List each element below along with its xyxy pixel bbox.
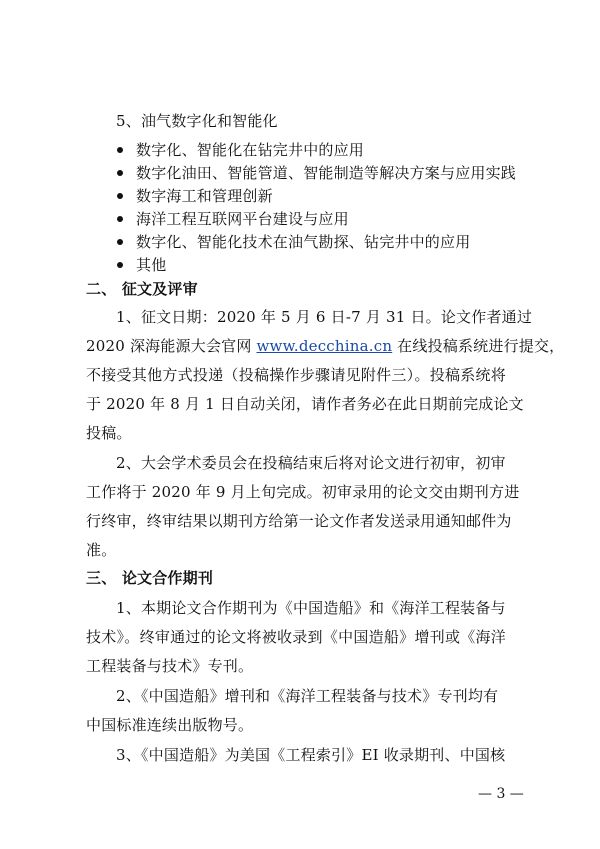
page-number: — 3 — — [478, 786, 524, 802]
website-link[interactable]: www.decchina.cn — [256, 337, 393, 355]
section2-p1-line5: 投稿。 — [86, 424, 132, 442]
section5-title: 5、油气数字化和智能化 — [116, 112, 278, 130]
bullet-dot-icon — [117, 262, 123, 268]
bullet-dot-icon — [117, 216, 123, 222]
section2-p1-line4: 于 2020 年 8 月 1 日自动关闭，请作者务必在此日期前完成论文 — [86, 395, 524, 413]
bullet-text: 数字海工和管理创新 — [136, 187, 273, 205]
section2-p1-line2 — [86, 336, 564, 356]
bullet-item — [117, 255, 166, 275]
bullet-text: 数字化油田、智能管道、智能制造等解决方案与应用实践 — [136, 164, 517, 182]
section2-p1-line1: 1、征文日期：2020 年 5 月 6 日-7 月 31 日。论文作者通过 — [116, 308, 533, 326]
section2-p2-line3: 行终审，终审结果以期刊方给第一论文作者发送录用通知邮件为 — [86, 512, 512, 530]
bullet-text: 数字化、智能化技术在油气勘探、钻完井中的应用 — [136, 233, 471, 251]
bullet-text: 其他 — [136, 256, 167, 274]
bullet-item — [117, 186, 273, 206]
bullet-item — [117, 232, 470, 252]
section3-p1-line1: 1、本期论文合作期刊为《中国造船》和《海洋工程装备与 — [116, 599, 506, 617]
bullet-text: 数字化、智能化在钻完井中的应用 — [136, 141, 365, 159]
section2-p2-line1: 2、大会学术委员会在投稿结束后将对论文进行初审，初审 — [116, 454, 506, 472]
section2-p1-line2-suffix: 在线投稿系统进行提交， — [392, 337, 565, 355]
bullet-text: 海洋工程互联网平台建设与应用 — [136, 210, 349, 228]
section3-p2-line2: 中国标准连续出版物号。 — [86, 716, 254, 734]
bullet-item — [117, 209, 349, 229]
section2-p1-line3: 不接受其他方式投递（投稿操作步骤请见附件三）。投稿系统将 — [86, 366, 506, 384]
section3-p1-line2: 技术》。终审通过的论文将被收录到《中国造船》增刊或《海洋 — [86, 628, 506, 646]
section3-p1-line3: 工程装备与技术》专刊。 — [86, 657, 254, 675]
section3-p3-line1: 3、《中国造船》为美国《工程索引》EI 收录期刊、中国核 — [116, 746, 506, 764]
bullet-item — [117, 163, 516, 183]
section3-heading: 三、 论文合作期刊 — [86, 569, 214, 587]
section2-p2-line4: 准。 — [86, 541, 117, 559]
bullet-item — [117, 140, 364, 160]
section2-heading: 二、 征文及评审 — [86, 280, 198, 298]
section3-p2-line1: 2、《中国造船》增刊和《海洋工程装备与技术》专刊均有 — [116, 687, 499, 705]
section2-p2-line2: 工作将于 2020 年 9 月上旬完成。初审录用的论文交由期刊方进 — [86, 483, 520, 501]
bullet-dot-icon — [117, 239, 123, 245]
section2-p1-line2-prefix: 2020 深海能源大会官网 — [86, 337, 257, 355]
bullet-dot-icon — [117, 193, 123, 199]
bullet-dot-icon — [117, 170, 123, 176]
bullet-dot-icon — [117, 147, 123, 153]
